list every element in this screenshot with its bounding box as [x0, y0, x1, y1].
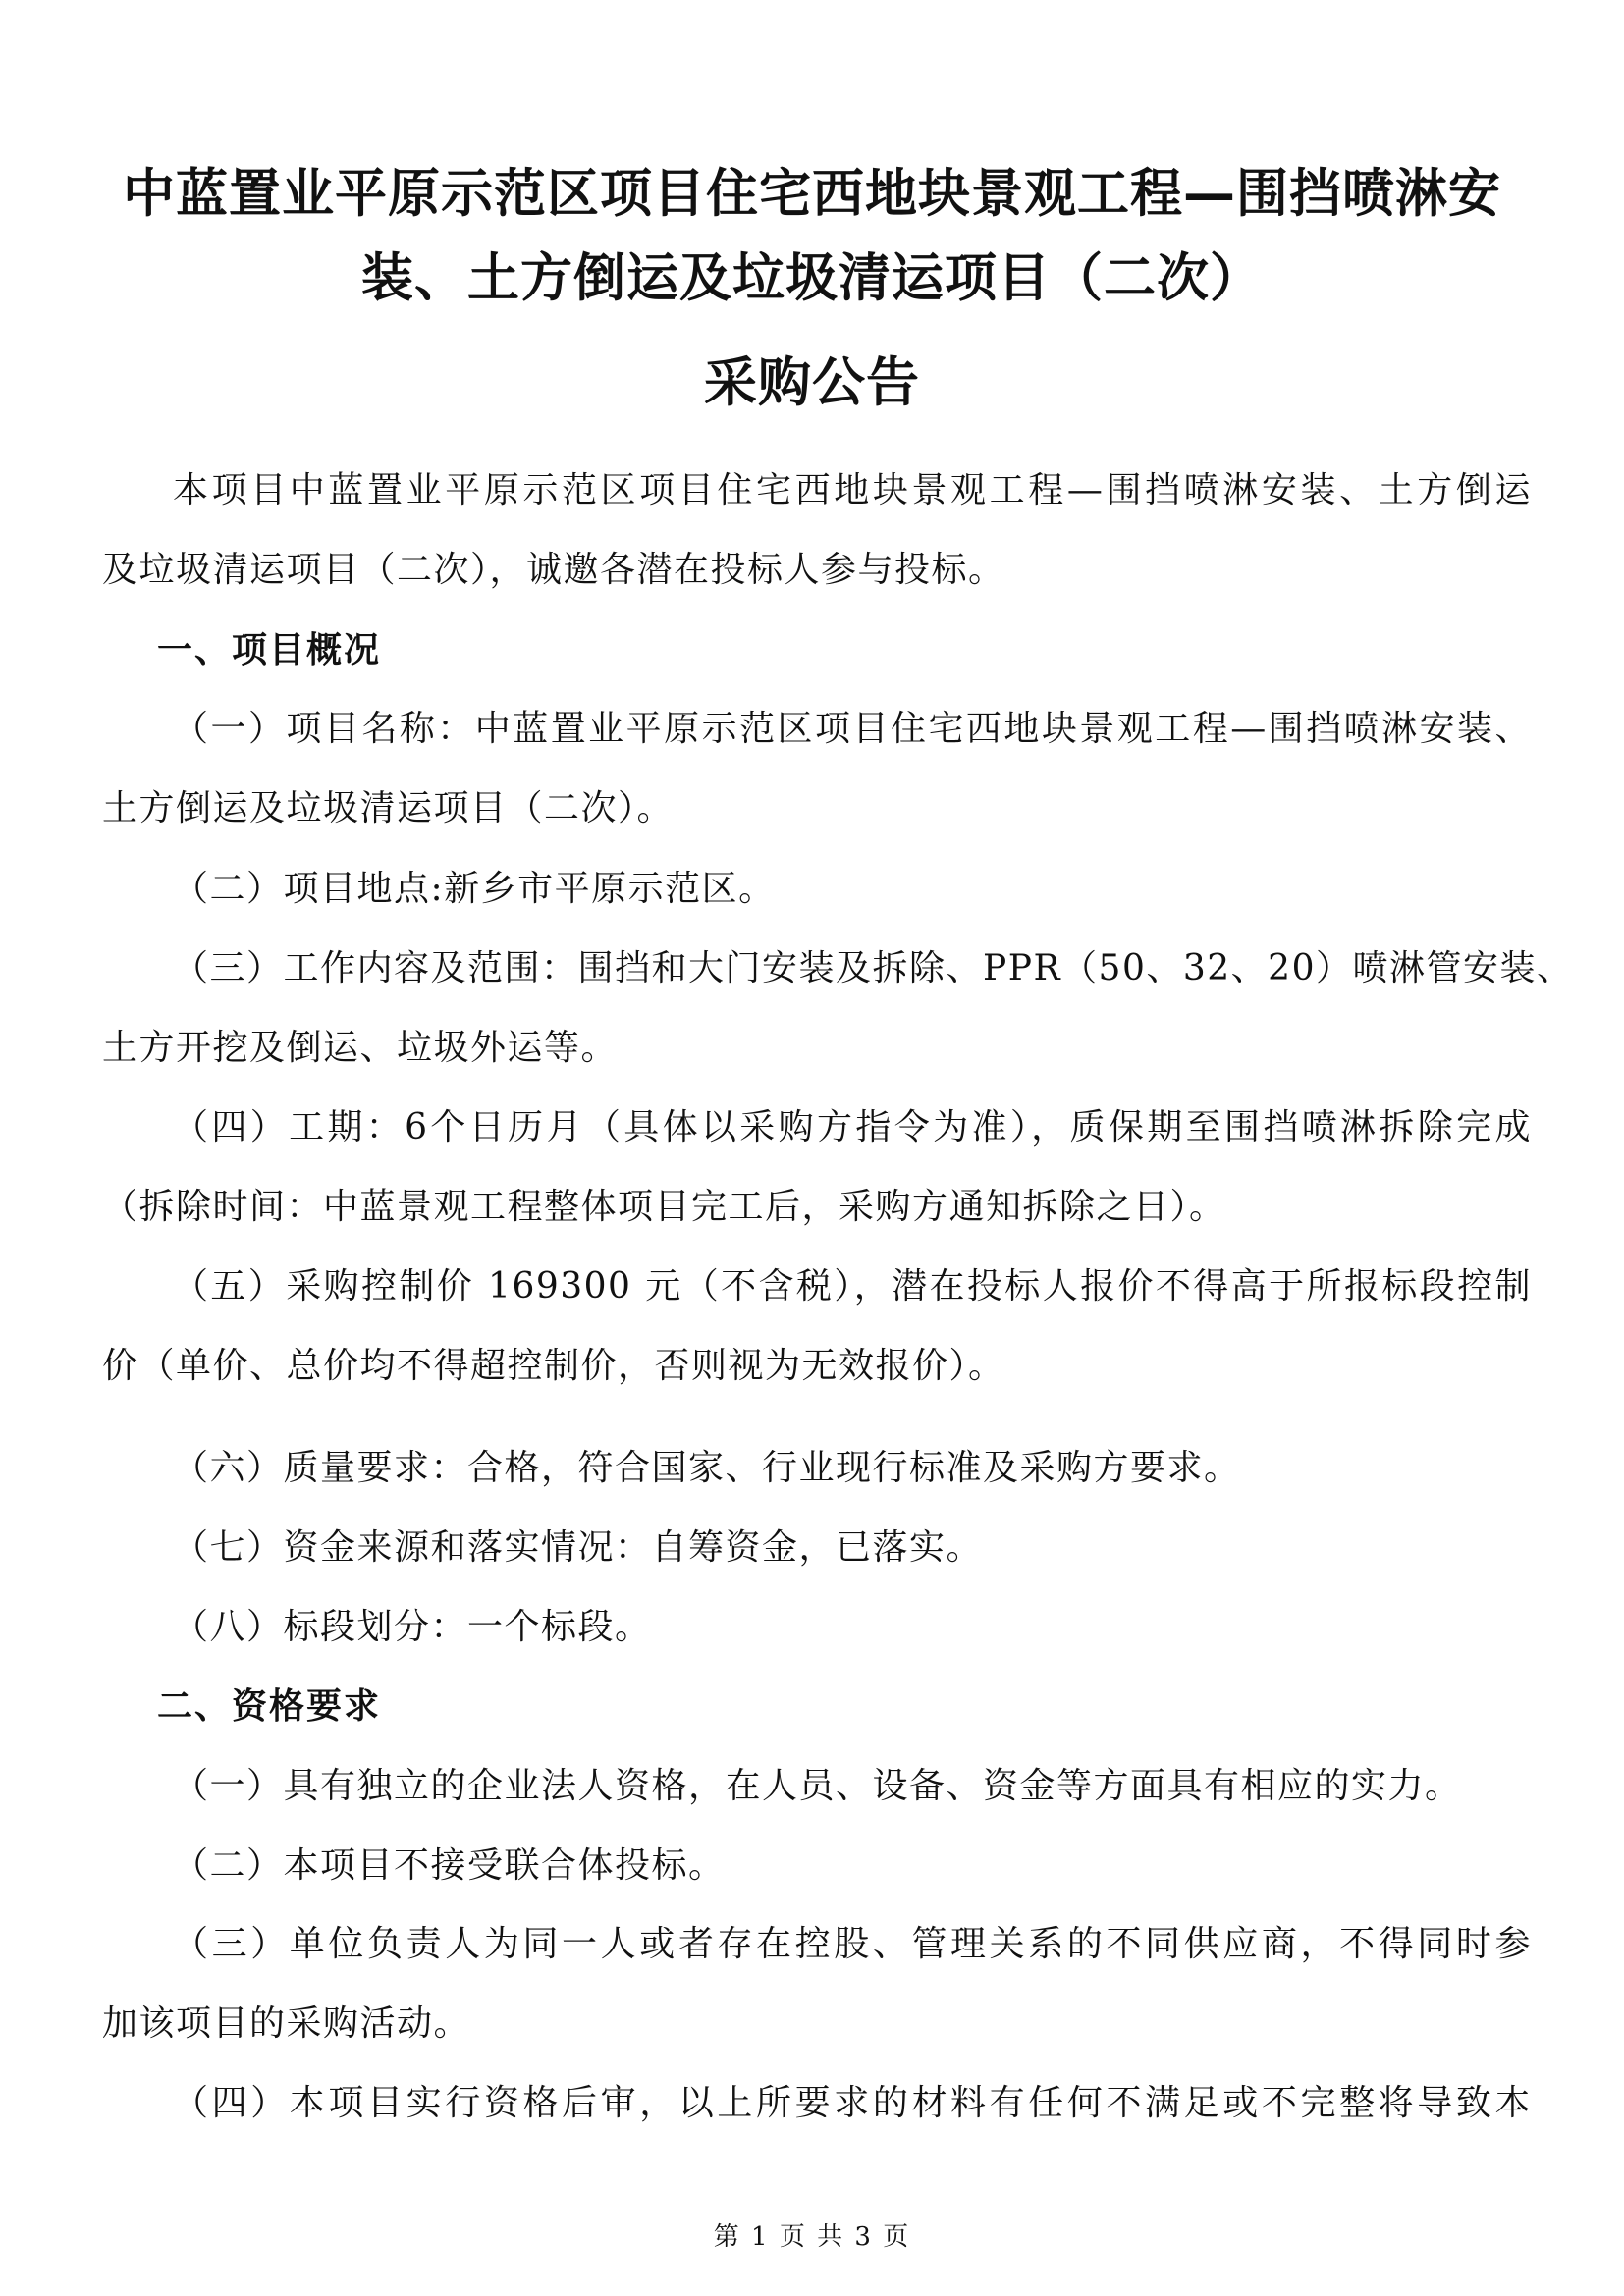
item-3-line-2: 土方开挖及倒运、垃圾外运等。	[102, 1028, 619, 1068]
item-4-line-2: （拆除时间：中蓝景观工程整体项目完工后，采购方通知拆除之日）。	[102, 1187, 1226, 1227]
intro-line-2: 及垃圾清运项目（二次），诚邀各潜在投标人参与投标。	[102, 550, 1005, 590]
section-2-item-1: （一）具有独立的企业法人资格，在人员、设备、资金等方面具有相应的实力。	[173, 1766, 1462, 1806]
section-1-item-4	[102, 1088, 1532, 1247]
section-1-item-2: （二）项目地点:新乡市平原示范区。	[173, 869, 776, 909]
item-5-line-1: （五）采购控制价 169300 元（不含税），潜在投标人报价不得高于所报标段控制	[173, 1266, 1532, 1307]
document-title-announcement: 采购公告	[704, 351, 920, 413]
item-1-line-1: （一）项目名称：中蓝置业平原示范区项目住宅西地块景观工程—围挡喷淋安装、	[173, 709, 1532, 749]
section-2-item-2: （二）本项目不接受联合体投标。	[173, 1845, 726, 1886]
s2-item-3-line-1: （三）单位负责人为同一人或者存在控股、管理关系的不同供应商，不得同时参	[173, 1924, 1532, 1964]
document-title-line-1: 中蓝置业平原示范区项目住宅西地块景观工程—围挡喷淋安	[123, 164, 1501, 224]
item-1-line-2: 土方倒运及垃圾清运项目（二次）。	[102, 788, 675, 828]
item-5-line-2: 价（单价、总价均不得超控制价，否则视为无效报价）。	[102, 1346, 1005, 1386]
section-1-item-8: （八）标段划分：一个标段。	[173, 1607, 652, 1647]
section-1-item-6: （六）质量要求：合格，符合国家、行业现行标准及采购方要求。	[173, 1448, 1241, 1488]
item-4-line-1: （四）工期：6个日历月（具体以采购方指令为准），质保期至围挡喷淋拆除完成	[173, 1107, 1532, 1148]
page-footer: 第 1 页 共 3 页	[713, 2222, 911, 2252]
item-3-line-1: （三）工作内容及范围：围挡和大门安装及拆除、PPR（50、32、20）喷淋管安装、	[173, 948, 1574, 988]
s2-item-3-line-2: 加该项目的采购活动。	[102, 2003, 471, 2044]
intro-paragraph	[102, 451, 1532, 610]
section-2-heading: 二、资格要求	[157, 1686, 382, 1727]
section-1-item-7: （七）资金来源和落实情况：自筹资金，已落实。	[173, 1527, 984, 1568]
section-2-item-3	[102, 1904, 1532, 2063]
section-1-heading: 一、项目概况	[157, 630, 382, 670]
s2-item-4-line-1: （四）本项目实行资格后审，以上所要求的材料有任何不满足或不完整将导致本	[173, 2083, 1532, 2123]
document-title-line-2: 装、土方倒运及垃圾清运项目（二次）	[361, 248, 1263, 308]
section-2-item-4	[102, 2063, 1532, 2143]
section-1-item-3	[102, 929, 1574, 1088]
intro-line-1: 本项目中蓝置业平原示范区项目住宅西地块景观工程—围挡喷淋安装、土方倒运	[173, 470, 1532, 510]
section-1-item-5	[102, 1247, 1532, 1406]
section-1-item-1	[102, 689, 1532, 848]
